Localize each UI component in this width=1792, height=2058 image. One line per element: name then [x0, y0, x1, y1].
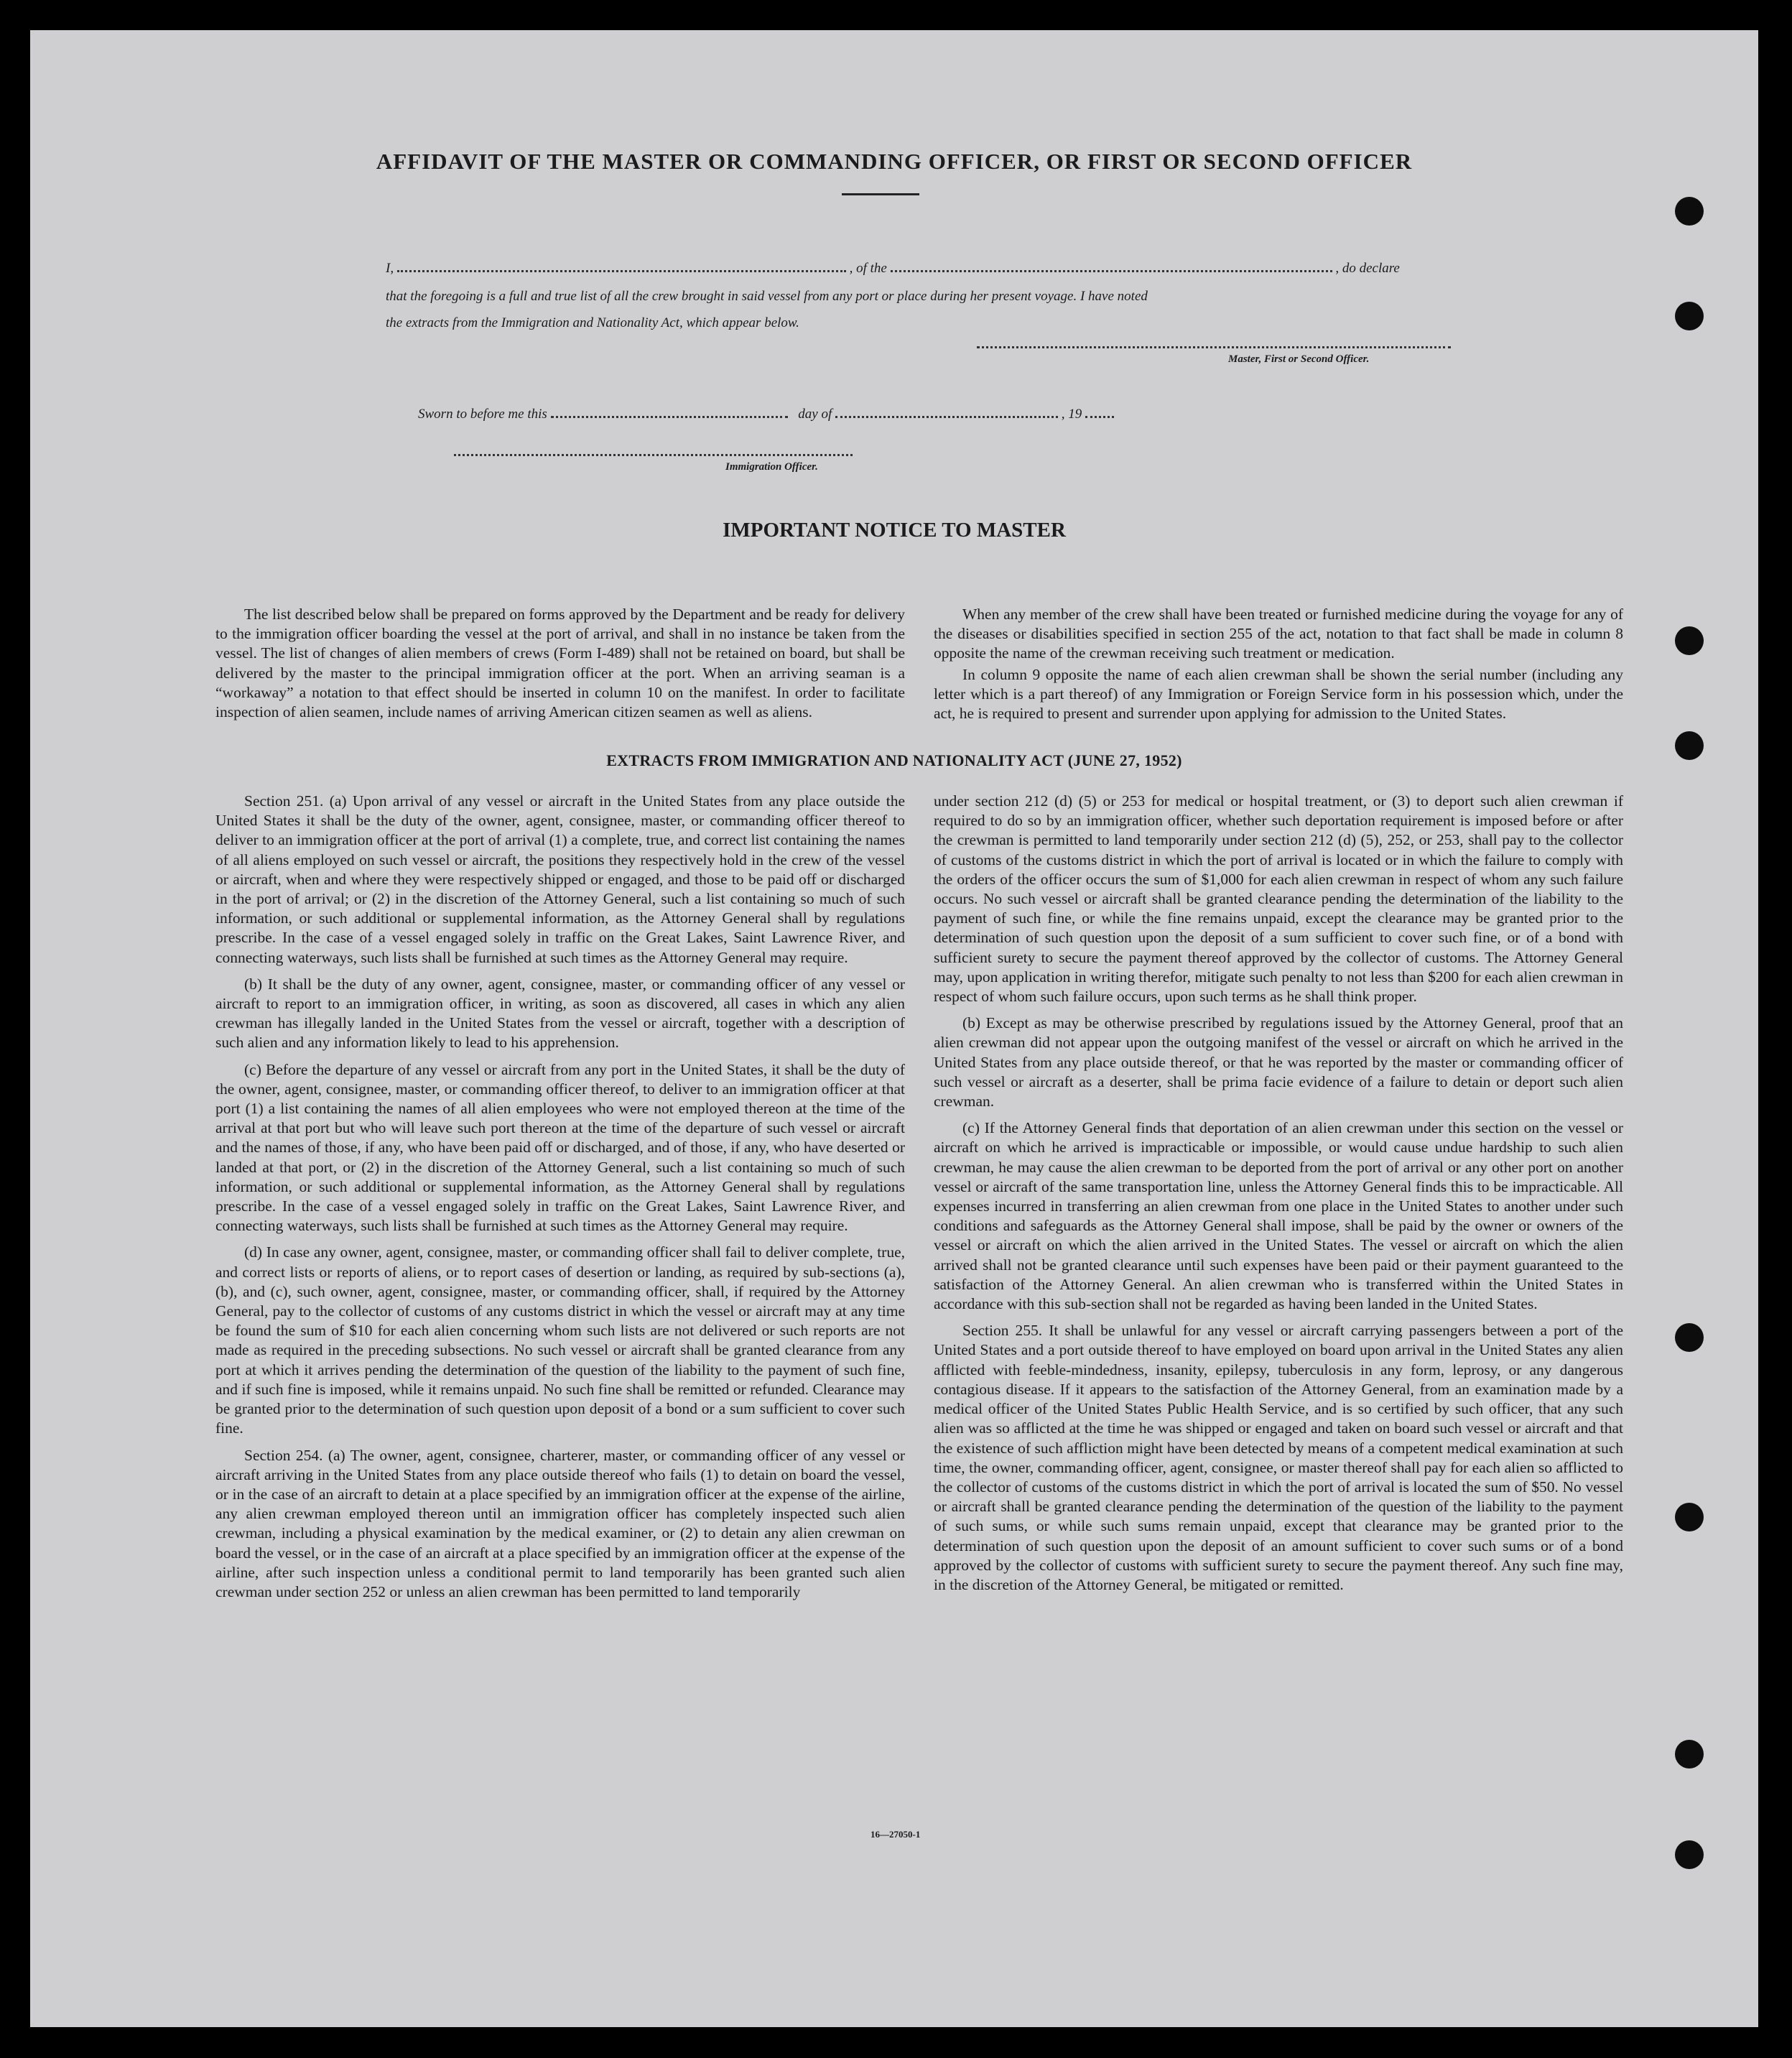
extracts-title: EXTRACTS FROM IMMIGRATION AND NATIONALITY ACT (JUNE 27, 1952) [606, 751, 1182, 769]
extract-paragraph: Section 251. (a) Upon arrival of any vessel or aircraft in the United States from any place outside the United States it shall be the duty of the owner, agent, consignee, master, or commanding officer thereof to deliver to an immigration officer at the port of arrival (1) a complete, true, and correct list containing the names of all aliens employed on such vessel or aircraft, the positions they respectively hold in the crew of the vessel or aircraft, when and where they were respectively shipped or engaged, and those to be paid off or discharged in the port of arrival; or (2) in the discretion of the Attorney General, such a list containing so much of such information, or such additional or supplemental information, as the Attorney General shall by regulations prescribe. In the case of a vessel engaged solely in traffic on the Great Lakes, Saint Lawrence River, and connecting waterways, such lists shall be furnished at such times as the Attorney General may require. [215, 792, 905, 966]
sworn-label: Sworn to before me this [418, 407, 547, 422]
punch-hole [1675, 197, 1704, 226]
form-number: 16—27050-1 [871, 1829, 921, 1840]
sworn-day-field[interactable] [551, 406, 788, 418]
extract-paragraph: (b) Except as may be otherwise prescribed by regulations issued by the Attorney General, proof that an alien crewman did not appear upon the outgoing manifest of the vessel or aircraft on which he arrived in the United States from any place outside thereof, or that he was reported by the master or commanding officer of such vessel or aircraft as a deserter, shall be prima facie evidence of a failure to detain or deport such alien crewman. [934, 1014, 1623, 1111]
do-declare-label: , do declare [1335, 261, 1400, 276]
declarant-line [386, 260, 1400, 277]
punch-hole [1675, 626, 1704, 655]
officer-signature-line[interactable] [454, 454, 853, 456]
punch-hole [1675, 1323, 1704, 1352]
extract-paragraph: Section 254. (a) The owner, agent, consignee, charterer, master, or commanding officer of any vessel or aircraft arriving in the United States from any place outside thereof who fails (1) to detain on board the vessel, or in the case of an aircraft to detain at a place specified by an immigration officer at the expense of the airline, any alien crewman employed thereon until an immigration officer has completely inspected such alien crewman, including a physical examination by the medical examiner, or (2) to detain any alien crewman on board the vessel, or in the case of an aircraft at a place specified by an immigration officer at the expense of the airline, after such inspection unless a conditional permit to land temporarily has been granted such alien crewman under section 252 or unless an alien crewman has been permitted to land temporarily [215, 1446, 905, 1600]
extracts-left-column [215, 792, 905, 1609]
extract-paragraph: (c) If the Attorney General finds that deportation of an alien crewman under this section on the vessel or aircraft on which he arrived is impracticable or impossible, or would cause undue hardship to such alien crewman, he may cause the alien crewman to be deported from the port of arrival or any other port on another vessel or aircraft of the same transportation line, unless the Attorney General finds this to be impracticable. All expenses incurred in transferring an alien crewman from one place in the United States to another under such conditions and safeguards as the Attorney General shall impose, shall be paid by the owner or owners of the vessel or aircraft on which the alien arrived in the United States. The vessel or aircraft on which the alien arrived shall not be granted clearance until such expenses have been paid or their payment guaranteed to the satisfaction of the Attorney General. An alien crewman who is transferred within the United States in accordance with this sub-section shall not be regarded as having been landed in the United States. [934, 1119, 1623, 1313]
notice-paragraph: When any member of the crew shall have been treated or furnished medicine during the voyage for any of the diseases or disabilities specified in section 255 of the act, notation to that fact shall be made in column 8 opposite the name of the crewman receiving such treatment or medication. [934, 606, 1623, 662]
affidavit-title: AFFIDAVIT OF THE MASTER OR COMMANDING OFFICER, OR FIRST OR SECOND OFFICER [376, 149, 1413, 174]
master-signature-line[interactable] [977, 346, 1451, 348]
document-page [30, 30, 1758, 2027]
title-rule [842, 193, 919, 195]
punch-hole [1675, 1840, 1704, 1869]
sworn-line [418, 406, 1114, 422]
extract-paragraph: (b) It shall be the duty of any owner, agent, consignee, master, or commanding officer of any vessel or aircraft to report to an immigration officer, in writing, as soon as discovered, all cases in which any alien crewman has illegally landed in the United States from the vessel or aircraft, together with a description of such alien and any information likely to lead to his apprehension. [215, 975, 905, 1052]
vessel-name-field[interactable] [891, 260, 1332, 272]
sworn-month-field[interactable] [835, 406, 1058, 418]
extract-paragraph: (d) In case any owner, agent, consignee, master, or commanding officer shall fail to deliver complete, true, and correct lists or reports of aliens, or to report cases of desertion or landing, as required by sub-sections (a), (b), and (c), such owner, agent, consignee, master, or commanding officer, shall, if required by the Attorney General, pay to the collector of customs of any customs district in which the vessel or aircraft may at any time be found the sum of $10 for each alien concerning whom such lists are not delivered or such reports are not made as required in the preceding subsections. No such vessel or aircraft shall be granted clearance from any port at which it arrives pending the determination of the question of the liability to the payment of such fine, and if such fine is imposed, while it remains unpaid. No such fine shall be remitted or refunded. Clearance may be granted prior to the determination of such question upon deposit of a bond or a sum sufficient to cover such fine. [215, 1243, 905, 1437]
notice-right-column [934, 605, 1623, 731]
i-label: I, [386, 261, 394, 276]
extracts-right-column [934, 792, 1623, 1602]
extract-paragraph: (c) Before the departure of any vessel or aircraft from any port in the United States, it shall be the duty of the owner, agent, consignee, master, or commanding officer thereof, to deliver to an immigration officer at that port (1) a list containing the names of all alien employees who were not employed thereon at the time of the arrival at that port but who will leave such port thereon at the time of the departure of such vessel or aircraft and the names of those, if any, who have been paid off or discharged, and of those, if any, who have deserted or landed at that port, or (2) in the discretion of the Attorney General, such a list containing so much of such information, or such additional or supplemental information, as the Attorney General shall by regulations prescribe. In the case of a vessel engaged solely in traffic on the Great Lakes, Saint Lawrence River, and connecting waterways, such lists shall be furnished at such times as the Attorney General may require. [215, 1060, 905, 1235]
punch-hole [1675, 1740, 1704, 1769]
declaration-text-2: the extracts from the Immigration and Nationality Act, which appear below. [386, 315, 799, 330]
of-the-label: , of the [849, 261, 887, 276]
officer-signature-label: Immigration Officer. [725, 461, 818, 473]
punch-hole [1675, 1503, 1704, 1531]
declarant-name-field[interactable] [397, 260, 846, 272]
master-signature-label: Master, First or Second Officer. [1228, 353, 1370, 365]
notice-paragraph: The list described below shall be prepared on forms approved by the Department and be ready for delivery to the immigration officer boarding the vessel at the port of arrival, and shall in no instance be taken from the vessel. The list of changes of alien members of crews (Form I-489) shall not be retained on board, but shall be delivered by the master to the principal immigration officer at the port. When an arriving seaman is a “workaway” a notation to that effect should be inserted in column 10 on the manifest. In order to facilitate inspection of alien seamen, include names of arriving American citizen seamen as well as aliens. [215, 606, 905, 721]
notice-paragraph: In column 9 opposite the name of each alien crewman shall be shown the serial number (including any letter which is a part thereof) of any Immigration or Foreign Service form in his possession which, under the act, he is required to present and surrender upon applying for admission to the United States. [934, 665, 1623, 723]
notice-title: IMPORTANT NOTICE TO MASTER [723, 519, 1066, 542]
sworn-year-field[interactable] [1085, 406, 1114, 418]
year-label: , 19 [1061, 407, 1082, 422]
extract-paragraph: under section 212 (d) (5) or 253 for medical or hospital treatment, or (3) to deport such alien crewman if required to do so by an immigration officer, whether such deportation requirement is imposed before or after the crewman is permitted to land temporarily under section 212 (d) (5), 252, or 253, shall pay to the collector of customs of the customs district in which the port of arrival is located or in which the failure to comply with the orders of the officer occurs the sum of $1,000 for each alien crewman in respect of whom any such failure occurs. No such vessel or aircraft shall be granted clearance pending the determination of the liability to the payment of such fine, or while the fine remains unpaid, except the clearance may be granted prior to the determination of such question upon the deposit of a sum sufficient to cover such fine, or of a bond with sufficient surety to secure the payment thereof approved by the collector of customs. The Attorney General may, upon application in writing therefor, mitigate such penalty to not less than $200 for each alien crewman in respect of whom such failure occurs, upon such terms as he shall think proper. [934, 792, 1623, 1006]
declaration-text-1: that the foregoing is a full and true list of all the crew brought in said vessel from any port or place during her present voyage. I have noted [386, 289, 1148, 304]
extract-paragraph: Section 255. It shall be unlawful for any vessel or aircraft carrying passengers between a port of the United States and a port outside thereof to have employed on board upon arrival in the United States any alien afflicted with feeble-mindedness, insanity, epilepsy, tuberculosis in any form, leprosy, or any dangerous contagious disease. If it appears to the satisfaction of the Attorney General, from an examination made by a medical officer of the United States Public Health Service, and is so certified by such officer, that any such alien was so afflicted at the time he was shipped or engaged and taken on board such vessel or aircraft and that the existence of such affliction might have been detected by means of a competent medical examination at such time, the owner, commanding officer, agent, consignee, or master thereof shall pay for each alien so afflicted to the collector of customs of the customs district in which the port of arrival is located the sum of $50. No vessel or aircraft shall be granted clearance pending the determination of the question of the liability to the payment of such sums, or while such sums remain unpaid, except that clearance may be granted prior to the determination of such question upon the deposit of an amount sufficient to cover such sums or of a bond approved by the collector of customs with sufficient surety to secure the payment thereof. Any such fine may, in the discretion of the Attorney General, be mitigated or remitted. [934, 1322, 1623, 1593]
notice-left-column [215, 605, 905, 729]
day-of-label: day of [798, 407, 832, 422]
punch-hole [1675, 302, 1704, 330]
